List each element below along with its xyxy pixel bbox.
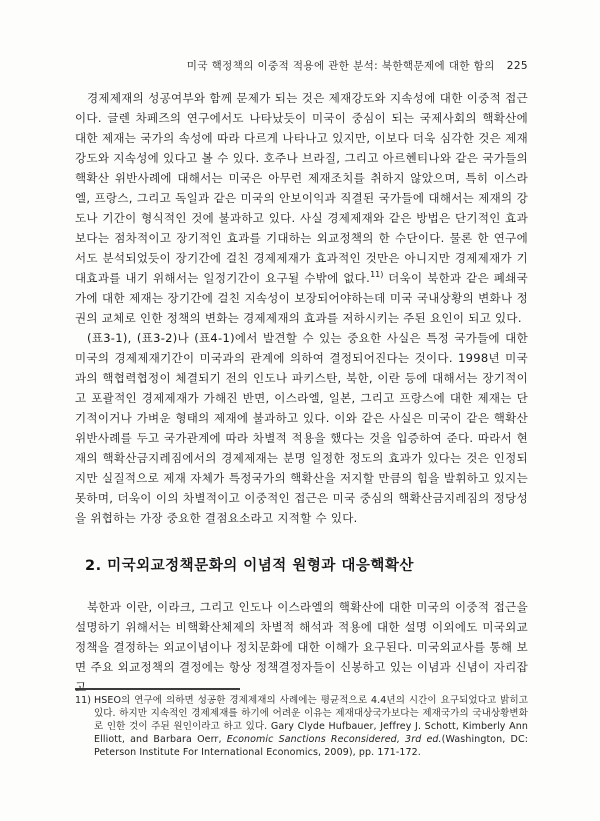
paragraph-1-continuation: 더욱이 북한과 같은 폐쇄국가에 대한 제재는 장기간에 걸친 지속성이 보장되어야하는데 미국 국내상황의 변화나 정권의 교체로 인한 정책의 변화는 경제제재의 효과를 저하시키는 주된 요인이 되고 있다.: [75, 271, 529, 325]
paragraph-sanction-periods: (표3-1), (표3-2)나 (표4-1)에서 발견할 수 있는 중요한 사실은 특정 국가들에 대한 미국의 경제제재기간이 미국과의 관계에 의하여 결정되어진다는 것이다. 1998년 미국과의 핵협력협정이 체결되기 전의 인도나 파키스탄, 북한, 이란 등에 대해서는 장기적이고 포괄적인 경제제재가 가해진 반면, 이스라엘, 일본, 그리고 프랑스에 대한 제재는 단기적이거나 가벼운 형태의 제재에 불과하고 있다. 이와 같은 사실은 미국이 같은 핵확산위반사례를 두고 국가관계에 따라 차별적 적용을 했다는 것을 입증하여 준다. 따라서 현재의 핵확산금지레짐에서의 경제제재는 분명 일정한 정도의 효과가 있다는 것은 인정되지만 실질적으로 제재 자체가 특정국가의 핵확산을 저지할 만큼의 힘을 발휘하고 있지는 못하며, 더욱이 이의 차별적이고 이중적인 접근은 미국 중심의 핵확산금지레짐의 정당성을 위협하는 가장 중요한 결점요소라고 지적할 수 있다.: [75, 331, 528, 525]
footnote-text-korean: HSEO의 연구에 의하면 성공한 경제제재의 사례에는 평균적으로 4.4년의 시간이 요구되었다고 밝히고 있다. 하지만 지속적인 경제제재를 하기에 어려운 이유는 제재대상국가보다는 제재국가의 국내상황변화로 인한 것이 주된 원인이라고 하고 있다. Gary Clyde Hufbauer, Jeffrey J. Schott, Kimberly Ann Elliott, and Barbara Oerr,: [94, 695, 528, 745]
footnote-text: [94, 694, 528, 759]
paragraph-1-text: 경제제재의 성공여부와 함께 문제가 되는 것은 제재강도와 지속성에 대한 이중적 접근이다. 글렌 차페즈의 연구에서도 나타났듯이 미국이 중심이 되는 국제사회의 핵확산에 대한 제재는 국가의 속성에 따라 다르게 나타나고 있지만, 이보다 더욱 심각한 것은 제재강도와 지속성에 있다고 볼 수 있다. 호주나 브라질, 그리고 아르헨티나와 같은 국가들의 핵확산 위반사례에 대해서는 미국은 아무런 제재조치를 취하지 않았으며, 특히 이스라엘, 프랑스, 그리고 독일과 같은 미국의 안보이익과 직결된 국가들에 대해서는 제재의 강도나 기간이 형식적인 것에 불과하고 있다. 사실 경제제재와 같은 방법은 단기적인 효과보다는 점차적이고 장기적인 효과를 기대하는 외교정책의 한 수단이다. 물론 한 연구에서도 분석되었듯이 장기간에 걸친 경제제재가 효과적인 것만은 아니지만 경제제재가 기대효과를 내기 위해서는 일정기간이 요구될 수밖에 없다.: [75, 91, 528, 285]
section-heading: 2. 미국외교정책문화의 이념적 원형과 대응핵확산: [85, 558, 414, 574]
running-title: 미국 핵정책의 이중적 적용에 관한 분석: 북한핵문제에 대한 함의: [186, 60, 495, 72]
footnote-book-title: Economic Sanctions Reconsidered, 3rd ed.: [226, 734, 442, 745]
body-text: [75, 88, 528, 697]
paragraph-foreign-policy-culture: 북한과 이란, 이라크, 그리고 인도나 이스라엘의 핵확산에 대한 미국의 이중적 접근을 설명하기 위해서는 비핵확산체제의 차별적 해석과 적용에 대한 설명 이외에도 미국외교정책을 결정하는 외교이념이나 정치문화에 대한 이해가 요구된다. 미국외교사를 통해 보면 주요 외교정책의 결정에는 항상 정책결정자들이 신봉하고 있는 이념과 신념이 자리잡고: [75, 600, 528, 694]
paragraph-economic-sanctions: [75, 88, 528, 328]
running-header: [75, 58, 528, 73]
footnote-marker-11: 11): [370, 270, 384, 280]
footnote-area: [75, 688, 528, 759]
footnote-11: [75, 694, 528, 759]
footnote-number: 11): [75, 695, 92, 706]
footnote-citation-tail: (Washington, DC: Peterson Institute For International Economics, 2009), pp. 171-172.: [94, 734, 528, 758]
footnote-separator: [75, 688, 240, 690]
page-number: 225: [506, 60, 528, 72]
